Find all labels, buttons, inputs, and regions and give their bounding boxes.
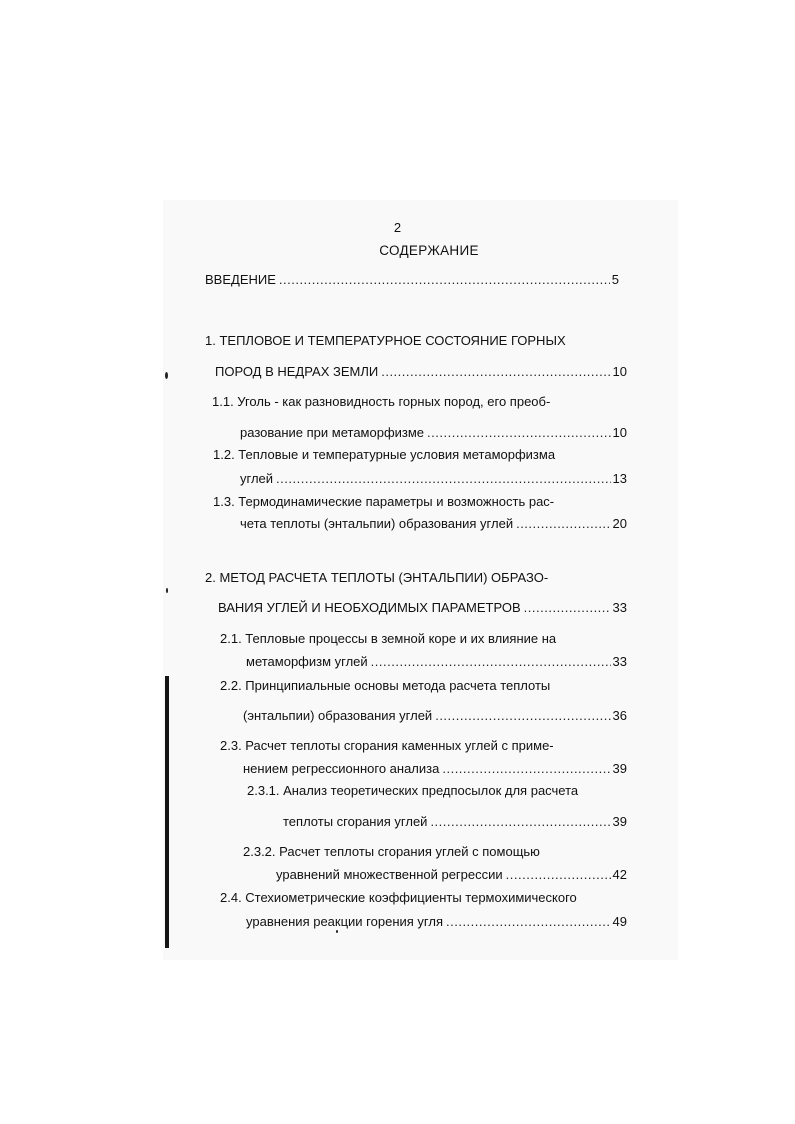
toc-entry-text: ВАНИЯ УГЛЕЙ И НЕОБХОДИМЫХ ПАРАМЕТРОВ <box>218 600 521 615</box>
toc-title: СОДЕРЖАНИЕ <box>379 243 479 258</box>
toc-leader-dots <box>381 364 610 380</box>
toc-leader-dots <box>442 761 610 777</box>
toc-page-number: 13 <box>612 471 627 486</box>
toc-leader-dots <box>427 425 611 441</box>
toc-section-heading: 1.3. Термодинамические параметры и возможность рас- <box>213 494 555 509</box>
toc-page-number: 20 <box>612 516 627 531</box>
toc-entry <box>240 471 627 487</box>
scan-edge-shadow <box>165 676 169 948</box>
toc-leader-dots <box>516 516 610 532</box>
scan-speck <box>336 930 338 933</box>
toc-subsection-heading: 2.3.2. Расчет теплоты сгорания углей с помощью <box>243 844 540 859</box>
toc-entry-text: уравнений множественной регрессии <box>276 867 503 882</box>
toc-leader-dots <box>371 654 611 670</box>
toc-page-number: 39 <box>612 761 627 776</box>
toc-section-heading: 2.1. Тепловые процессы в земной коре и их влияние на <box>220 631 557 646</box>
toc-entry <box>215 364 627 380</box>
toc-page-number: 39 <box>612 814 627 829</box>
toc-entry-text: ВВЕДЕНИЕ <box>205 272 276 287</box>
toc-leader-dots <box>524 600 611 616</box>
toc-leader-dots <box>430 814 610 830</box>
toc-section-heading: 2.2. Принципиальные основы метода расчета теплоты <box>220 678 551 693</box>
toc-leader-dots <box>435 708 610 724</box>
toc-entry-text: разование при метаморфизме <box>240 425 425 440</box>
toc-entry <box>243 761 627 777</box>
toc-page-number: 36 <box>612 708 627 723</box>
toc-subsection-heading: 2.3.1. Анализ теоретических предпосылок для расчета <box>247 783 579 798</box>
toc-entry <box>243 708 627 724</box>
toc-page-number: 5 <box>611 272 619 287</box>
toc-leader-dots <box>446 914 611 930</box>
toc-page-number: 42 <box>612 867 627 882</box>
toc-entry <box>205 272 619 288</box>
toc-section-heading: 1.2. Тепловые и температурные условия метаморфизма <box>213 447 556 462</box>
toc-section-heading: 2.3. Расчет теплоты сгорания каменных углей с приме- <box>220 738 554 753</box>
toc-chapter-heading: 1. ТЕПЛОВОЕ И ТЕМПЕРАТУРНОЕ СОСТОЯНИЕ ГОРНЫХ <box>205 333 566 348</box>
toc-entry <box>246 654 627 670</box>
toc-entry-text: углей <box>240 471 274 486</box>
scan-speck <box>166 588 168 593</box>
toc-leader-dots <box>276 471 610 487</box>
toc-entry <box>283 814 627 830</box>
toc-section-heading: 1.1. Уголь - как разновидность горных пород, его преоб- <box>212 394 551 409</box>
toc-leader-dots <box>506 867 611 883</box>
toc-entry <box>240 516 627 532</box>
toc-page-number: 10 <box>612 425 627 440</box>
toc-chapter-heading: 2. МЕТОД РАСЧЕТА ТЕПЛОТЫ (ЭНТАЛЬПИИ) ОБРАЗО- <box>205 570 549 585</box>
toc-page-number: 33 <box>612 654 627 669</box>
toc-entry <box>246 914 627 930</box>
scan-speck <box>165 372 168 379</box>
page-number: 2 <box>393 220 402 235</box>
toc-entry-text: уравнения реакции горения угля <box>246 914 443 929</box>
toc-page-number: 49 <box>612 914 627 929</box>
toc-entry-text: чета теплоты (энтальпии) образования углей <box>240 516 514 531</box>
toc-entry <box>218 600 627 616</box>
toc-entry <box>276 867 627 883</box>
toc-entry-text: нением регрессионного анализа <box>243 761 440 776</box>
toc-leader-dots <box>279 272 610 288</box>
toc-page-number: 10 <box>612 364 627 379</box>
toc-entry-text: метаморфизм углей <box>246 654 368 669</box>
toc-page-number: 33 <box>612 600 627 615</box>
toc-entry-text: ПОРОД В НЕДРАХ ЗЕМЛИ <box>215 364 379 379</box>
toc-entry-text: (энтальпии) образования углей <box>243 708 433 723</box>
toc-entry-text: теплоты сгорания углей <box>283 814 428 829</box>
toc-entry <box>240 425 627 441</box>
toc-section-heading: 2.4. Стехиометрические коэффициенты термохимического <box>220 890 577 905</box>
